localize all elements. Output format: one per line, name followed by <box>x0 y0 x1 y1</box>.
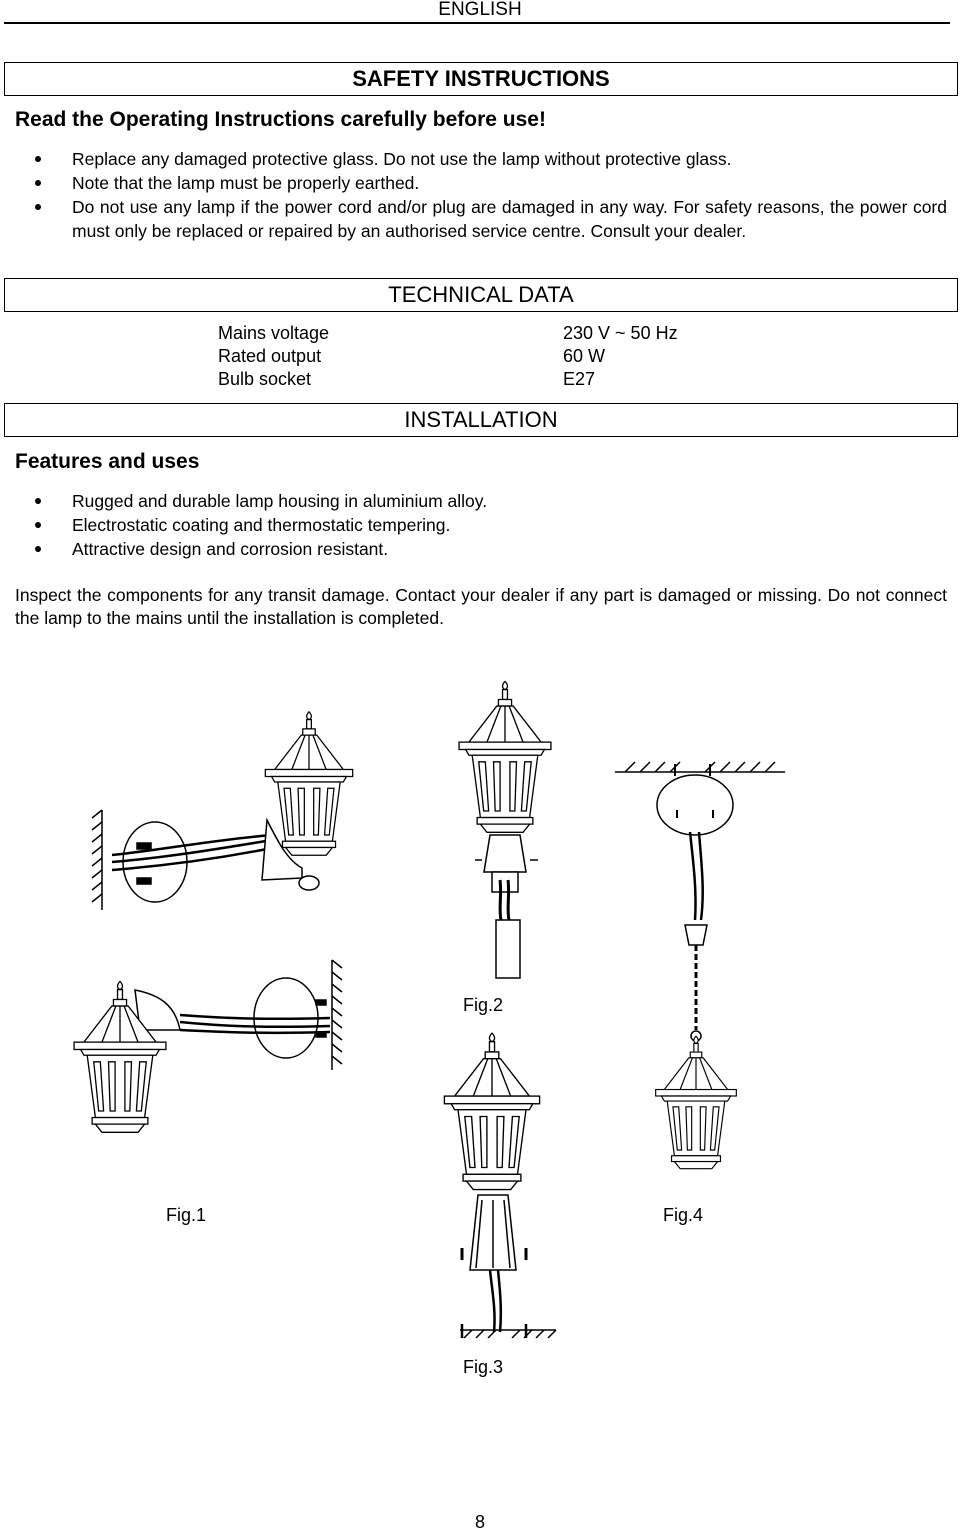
page-number: 8 <box>474 1512 485 1532</box>
safety-item: Do not use any lamp if the power cord and/or plug are damaged in any way. For safety reasons, the power cord must only be replaced or repaired by an authorised service centre. Consult your dealer. <box>15 195 947 243</box>
installation-note: Inspect the components for any transit damage. Contact your dealer if any part is damaged or missing. Do not connect the lamp to the mains until the installation is completed. <box>15 585 947 628</box>
installation-title: INSTALLATION <box>404 407 558 432</box>
wall-lamp-upright-illustration <box>92 700 372 910</box>
safety-item: Note that the lamp must be properly earthed. <box>15 171 947 195</box>
tech-label: Rated output <box>218 346 322 366</box>
feature-item: Electrostatic coating and thermostatic tempering. <box>15 513 915 537</box>
header-rule <box>4 22 950 24</box>
tech-row <box>218 368 778 391</box>
fig3-label: Fig.3 <box>463 1357 504 1377</box>
wall-lamp-hanging-illustration <box>80 960 350 1160</box>
tech-label: Mains voltage <box>218 323 330 343</box>
ground-lamp-illustration <box>450 1040 560 1340</box>
post-lamp-illustration <box>440 680 570 980</box>
tech-label: Bulb socket <box>218 369 312 389</box>
features-heading: Features and uses <box>15 450 200 473</box>
safety-title: SAFETY INSTRUCTIONS <box>352 66 610 91</box>
fig2-label: Fig.2 <box>463 995 504 1015</box>
technical-title: TECHNICAL DATA <box>388 282 574 307</box>
installation-title-box <box>4 403 958 437</box>
safety-list <box>15 147 947 243</box>
safety-intro: Read the Operating Instructions carefully before use! <box>15 108 546 131</box>
header-language: ENGLISH <box>438 0 522 20</box>
pendant-lamp-illustration <box>615 760 785 1200</box>
features-list <box>15 489 915 561</box>
safety-title-box <box>4 62 958 96</box>
technical-title-box <box>4 278 958 312</box>
safety-item: Replace any damaged protective glass. Do not use the lamp without protective glass. <box>15 147 947 171</box>
tech-row <box>218 345 778 368</box>
feature-item: Attractive design and corrosion resistant. <box>15 537 915 561</box>
tech-value: E27 <box>563 369 596 389</box>
tech-value: 60 W <box>563 346 606 366</box>
feature-item: Rugged and durable lamp housing in aluminium alloy. <box>15 489 915 513</box>
tech-row <box>218 322 778 345</box>
fig1-label: Fig.1 <box>166 1205 207 1225</box>
fig4-label: Fig.4 <box>663 1205 704 1225</box>
tech-value: 230 V ~ 50 Hz <box>563 323 678 343</box>
